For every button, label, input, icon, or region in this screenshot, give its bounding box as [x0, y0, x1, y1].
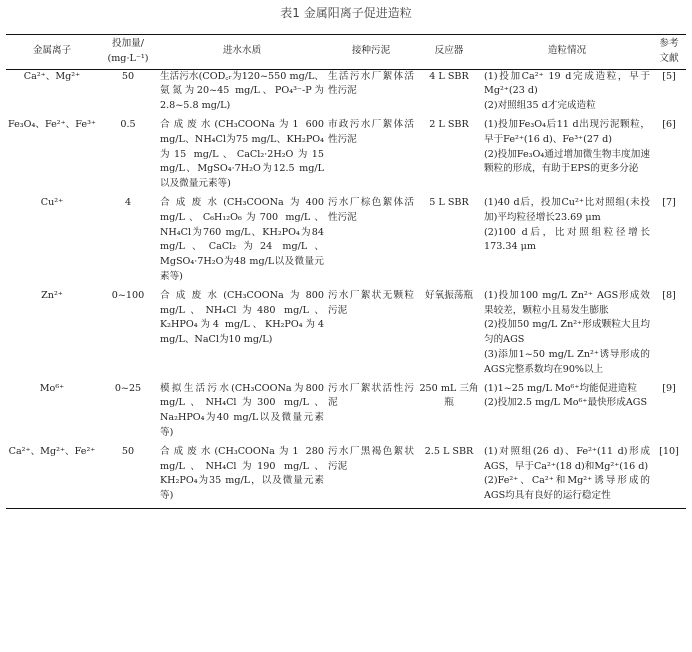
header-row — [6, 35, 686, 70]
cell-ion: Ca²⁺、Mg²⁺ — [23, 70, 81, 82]
cell-influent: 生活污水(COD꜀ᵣ为120~550 mg/L、氨氮为20~45 mg/L、PO₄³⁻-P为2.8~5.8 mg/L) — [160, 70, 324, 112]
cell-sludge: 污水厂絮状活性污泥 — [328, 382, 414, 409]
cell-reactor: 2 L SBR — [429, 118, 469, 130]
cell-granulation — [482, 118, 652, 196]
cell-reactor: 2.5 L SBR — [416, 445, 482, 509]
cell-ref: [10] — [652, 445, 686, 509]
cell-dose: 0.5 — [120, 118, 136, 130]
data-table — [6, 34, 686, 509]
granulation-item: (2)投加50 mg/L Zn²⁺形成颗粒大且均匀的AGS — [484, 319, 650, 346]
table-row — [6, 69, 686, 118]
cell-granulation — [482, 196, 652, 289]
cell-ref: [7] — [662, 196, 676, 208]
header-granulation: 造粒情况 — [482, 35, 652, 70]
cell-sludge: 生活污水厂絮体活性污泥 — [328, 70, 414, 97]
cell-sludge: 污水厂黑褐色絮状污泥 — [326, 445, 416, 509]
header-sludge: 接种污泥 — [326, 35, 416, 70]
cell-reactor: 5 L SBR — [429, 196, 469, 208]
cell-ion: Zn²⁺ — [41, 289, 63, 301]
cell-reactor: 4 L SBR — [429, 70, 469, 82]
granulation-item: (1)投加100 mg/L Zn²⁺ AGS形成效果较差，颗粒小且易发生膨胀 — [484, 289, 650, 316]
granulation-item: (1)投加Fe₃O₄后11 d出现污泥颗粒，早于Fe²⁺(16 d)、Fe³⁺(27 d) — [484, 118, 650, 145]
granulation-item: (2)投加2.5 mg/L Mo⁶⁺最快形成AGS — [484, 397, 648, 409]
cell-sludge: 污水厂棕色絮体活性污泥 — [328, 196, 414, 223]
cell-reactor: 好氧振荡瓶 — [425, 289, 473, 301]
granulation-item: (2)投加Fe₃O₄通过增加微生物丰度加速颗粒的形成，有助于EPS的更多分泌 — [484, 148, 650, 175]
granulation-item: (2)100 d后，比对照组粒径增长173.34 μm — [484, 226, 650, 253]
table-caption: 表1 金属阳离子促进造粒 — [280, 6, 412, 20]
granulation-item: (1)对照组(26 d)、Fe²⁺(11 d)形成AGS，早于Ca²⁺(18 d)和Mg²⁺(16 d) — [484, 445, 650, 472]
cell-dose: 50 — [121, 70, 135, 82]
table-row — [6, 118, 686, 196]
table-row — [6, 445, 686, 509]
cell-sludge: 市政污水厂絮体活性污泥 — [328, 118, 414, 145]
header-reactor: 反应器 — [416, 35, 482, 70]
cell-granulation — [482, 289, 652, 382]
cell-influent: 模拟生活污水(CH₃COONa为800 mg/L、NH₄Cl为300 mg/L、Na₂HPO₄为40 mg/L以及微量元素等) — [160, 382, 324, 438]
cell-influent: 合成废水(CH₃COONa为1 600 mg/L、NH₄Cl为75 mg/L、KH₂PO₄为15 mg/L、CaCl₂·2H₂O为15 mg/L、MgSO₄·7H₂O为12.5 mg/L以及微量元素等) — [160, 118, 324, 190]
cell-influent: 合成废水(CH₃COONa为1 280 mg/L、NH₄Cl为190 mg/L、KH₂PO₄为35 mg/L，以及微量元素等) — [158, 445, 326, 509]
cell-dose: 4 — [124, 196, 132, 208]
cell-ion: Ca²⁺、Mg²⁺、Fe²⁺ — [6, 445, 98, 509]
cell-reactor: 250 mL 三角瓶 — [419, 382, 479, 409]
cell-ref: [6] — [662, 118, 676, 130]
header-influent: 进水水质 — [158, 35, 326, 70]
granulation-item: (1)1~25 mg/L Mo⁶⁺均能促进造粒 — [484, 382, 637, 394]
granulation-item: (2)对照组35 d才完成造粒 — [484, 100, 596, 112]
table-row — [6, 382, 686, 445]
cell-influent: 合成废水(CH₃COONa为800 mg/L、NH₄Cl为480 mg/L、K₂HPO₄为4 mg/L、KH₂PO₄为4 mg/L、NaCl为10 mg/L) — [160, 289, 324, 346]
cell-ref: [5] — [662, 70, 676, 82]
table-row — [6, 196, 686, 289]
cell-dose: 50 — [98, 445, 158, 509]
cell-granulation — [482, 382, 652, 445]
cell-ref: [9] — [662, 382, 676, 394]
granulation-item: (2)Fe²⁺、Ca²⁺和Mg²⁺诱导形成的AGS均具有良好的运行稳定性 — [484, 475, 650, 502]
cell-influent: 合成废水(CH₃COONa为400 mg/L、C₆H₁₂O₆为700 mg/L、NH₄Cl为760 mg/L、KH₂PO₄为84 mg/L、CaCl₂为24 mg/L、MgSO₄·7H₂O为48 mg/L以及微量元素等) — [160, 196, 324, 282]
header-ion: 金属离子 — [6, 35, 98, 70]
table-row — [6, 289, 686, 382]
granulation-item: (1)40 d后，投加Cu²⁺比对照组(未投加)平均粒径增长23.69 μm — [484, 196, 650, 223]
cell-ion: Cu²⁺ — [40, 196, 64, 208]
cell-ref: [8] — [662, 289, 676, 301]
granulation-item: (3)添加1~50 mg/L Zn²⁺诱导形成的AGS完整系数均在90%以上 — [484, 348, 650, 375]
cell-ion: Fe₃O₄、Fe²⁺、Fe³⁺ — [8, 118, 96, 130]
header-ref: 参考 文献 — [652, 35, 686, 70]
granulation-item: (1)投加Ca²⁺ 19 d完成造粒，早于Mg²⁺(23 d) — [484, 70, 650, 97]
cell-sludge: 污水厂絮状无颗粒污泥 — [328, 289, 414, 316]
cell-granulation — [482, 445, 652, 509]
cell-granulation — [482, 69, 652, 118]
cell-dose: 0~100 — [111, 289, 145, 301]
cell-dose: 0~25 — [114, 382, 142, 394]
cell-ion: Mo⁶⁺ — [39, 382, 65, 394]
header-dose: 投加量/ (mg·L⁻¹) — [98, 35, 158, 70]
